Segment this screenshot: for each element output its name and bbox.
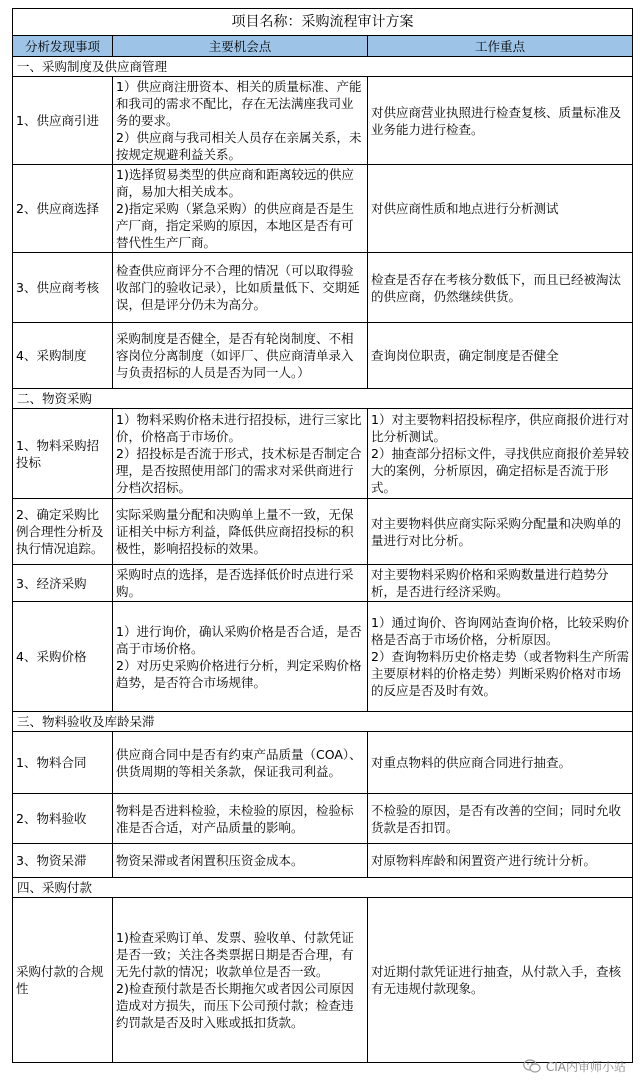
opportunity-line: 1）供应商注册资本、相关的质量标准、产能和我司的需求不配比，存在无法满座我司业务的要求。 (116, 79, 362, 128)
opportunity-cell (113, 794, 368, 844)
focus-line: 对重点物料的供应商合同进行抽查。 (371, 755, 572, 770)
audit-plan-table (12, 8, 633, 1063)
wechat-icon (523, 1059, 541, 1074)
section-title: 一、采购制度及供应商管理 (13, 57, 633, 77)
focus-line: 对主要物料采购价格和采购数量进行趋势分析，是否进行经济采购。 (371, 567, 609, 599)
opportunity-cell (113, 732, 368, 794)
opportunity-cell (113, 499, 368, 565)
focus-line: 2）抽查部分招标文件，寻找供应商报价差异较大的案例，分析原因，确定招标是否流于形式。 (371, 446, 629, 495)
opportunity-line: 检查供应商评分不合理的情况（可以取得验收部门的验收记录），比如质量低下、交期延误，但是评分仍未为高分。 (116, 263, 360, 312)
table-row (13, 898, 633, 1063)
watermark (523, 1058, 626, 1075)
finding-cell: 3、供应商考核 (13, 253, 113, 323)
table-row (13, 602, 633, 712)
opportunity-line: 采购时点的选择，是否选择低价时点进行采购。 (116, 567, 354, 599)
section-row (13, 878, 633, 898)
opportunity-cell (113, 323, 368, 389)
table-row (13, 499, 633, 565)
audit-plan-sheet (12, 8, 632, 1063)
finding-cell: 3、物资呆滞 (13, 844, 113, 878)
finding-cell: 4、采购制度 (13, 323, 113, 389)
table-row (13, 844, 633, 878)
finding-cell: 2、供应商选择 (13, 165, 113, 253)
finding-cell: 4、采购价格 (13, 602, 113, 712)
focus-line: 查询岗位职责，确定制度是否健全 (371, 348, 559, 363)
focus-cell (368, 499, 633, 565)
finding-cell: 2、确定采购比例合理性分析及执行情况追踪。 (13, 499, 113, 565)
table-row (13, 253, 633, 323)
focus-cell (368, 253, 633, 323)
focus-cell (368, 165, 633, 253)
table-row (13, 409, 633, 499)
opportunity-cell (113, 165, 368, 253)
finding-cell: 2、物料验收 (13, 794, 113, 844)
opportunity-cell (113, 602, 368, 712)
focus-line: 对供应商性质和地点进行分析测试 (371, 201, 559, 216)
section-row (13, 389, 633, 409)
focus-cell (368, 898, 633, 1063)
opportunity-line: 2)检查预付款是否长期拖欠或者因公司原因造成对方损失，而压下公司预付款；检查违约罚款是否及时入账或抵扣货款。 (116, 981, 354, 1030)
section-title: 三、物料验收及库龄呆滞 (13, 712, 633, 732)
header-finding: 分析发现事项 (13, 36, 113, 57)
opportunity-line: 供应商合同中是否有约束产品质量（COA）、供货周期的等相关条款，保证我司利益。 (116, 746, 362, 779)
title-row (13, 9, 633, 36)
opportunity-cell (113, 409, 368, 499)
table-row (13, 732, 633, 794)
watermark-text: CIA内审师小站 (545, 1060, 626, 1074)
finding-cell: 1、物料采购招投标 (13, 409, 113, 499)
focus-cell (368, 602, 633, 712)
focus-cell (368, 565, 633, 602)
focus-cell (368, 323, 633, 389)
section-title: 二、物资采购 (13, 389, 633, 409)
opportunity-line: 1)检查采购订单、发票、验收单、付款凭证是否一致；关注各类票据日期是否合理，有无先付款的情况；收款单位是否一致。 (116, 930, 354, 979)
focus-line: 2）查询物料历史价格走势（或者物料生产所需主要原材料的价格走势）判断采购价格对市场的反应是否及时有效。 (371, 649, 629, 698)
header-opportunity: 主要机会点 (113, 36, 368, 57)
opportunity-line: 1)选择贸易类型的供应商和距离较远的供应商，易加大相关成本。 (116, 167, 354, 199)
section-row (13, 712, 633, 732)
focus-line: 1）对主要物料招投标程序，供应商报价进行对比分析测试。 (371, 412, 629, 444)
table-row (13, 165, 633, 253)
finding-cell: 3、经济采购 (13, 565, 113, 602)
opportunity-line: 采购制度是否健全，是否有轮岗制度、不相容岗位分离制度（如评厂、供应商清单录入与负责招标的人员是否为同一人。） (116, 331, 354, 380)
header-row (13, 36, 633, 57)
focus-cell (368, 77, 633, 165)
finding-cell: 采购付款的合规性 (13, 898, 113, 1063)
focus-line: 对近期付款凭证进行抽查，从付款入手，查核有无违规付款现象。 (371, 964, 622, 996)
finding-cell: 1、物料合同 (13, 732, 113, 794)
opportunity-line: 物料是否进料检验，未检验的原因，检验标准是否合适，对产品质量的影响。 (116, 802, 354, 835)
focus-line: 不检验的原因，是否有改善的空间；同时允收货款是否扣罚。 (371, 802, 622, 835)
opportunity-line: 2）供应商与我司相关人员存在亲属关系，未按规定规避利益关系。 (116, 130, 362, 162)
opportunity-cell (113, 898, 368, 1063)
focus-cell (368, 844, 633, 878)
table-row (13, 323, 633, 389)
header-focus: 工作重点 (368, 36, 633, 57)
opportunity-line: 1）进行询价，确认采购价格是否合适，是否高于市场价格。 (116, 623, 362, 656)
opportunity-line: 1）物料采购价格未进行招投标，进行三家比价，价格高于市场价。 (116, 412, 362, 444)
focus-cell (368, 732, 633, 794)
section-row (13, 57, 633, 77)
table-row (13, 565, 633, 602)
page-title: 项目名称：采购流程审计方案 (13, 9, 633, 36)
focus-cell (368, 409, 633, 499)
opportunity-line: 物资呆滞或者闲置积压资金成本。 (116, 853, 304, 868)
opportunity-cell (113, 77, 368, 165)
finding-cell: 1、供应商引进 (13, 77, 113, 165)
opportunity-line: 2）招投标是否流于形式，技术标是否制定合理，是否按照使用部门的需求对采供商进行分档次招标。 (116, 446, 362, 495)
focus-line: 检查是否存在考核分数低下，而且已经被淘汰的供应商，仍然继续供货。 (371, 271, 622, 304)
focus-cell (368, 794, 633, 844)
opportunity-cell (113, 844, 368, 878)
focus-line: 1）通过询价、咨询网站查询价格，比较采购价格是否高于市场价格，分析原因。 (371, 615, 629, 647)
focus-line: 对原物料库龄和闲置资产进行统计分析。 (371, 853, 597, 868)
opportunity-cell (113, 253, 368, 323)
opportunity-line: 实际采购量分配和决购单上量不一致，无保证相关中标方利益，降低供应商招投标的积极性，影响招投标的效果。 (116, 507, 354, 556)
section-title: 四、采购付款 (13, 878, 633, 898)
opportunity-cell (113, 565, 368, 602)
table-row (13, 77, 633, 165)
focus-line: 对主要物料供应商实际采购分配量和决购单的量进行对比分析。 (371, 515, 622, 548)
opportunity-line: 2）对历史采购价格进行分析，判定采购价格趋势，是否符合市场规律。 (116, 657, 362, 690)
opportunity-line: 2)指定采购（紧急采购）的供应商是否是生产厂商，指定采购的原因，本地区是否有可替代性生产厂商。 (116, 201, 354, 250)
table-row (13, 794, 633, 844)
focus-line: 对供应商营业执照进行检查复核、质量标准及业务能力进行检查。 (371, 104, 622, 137)
